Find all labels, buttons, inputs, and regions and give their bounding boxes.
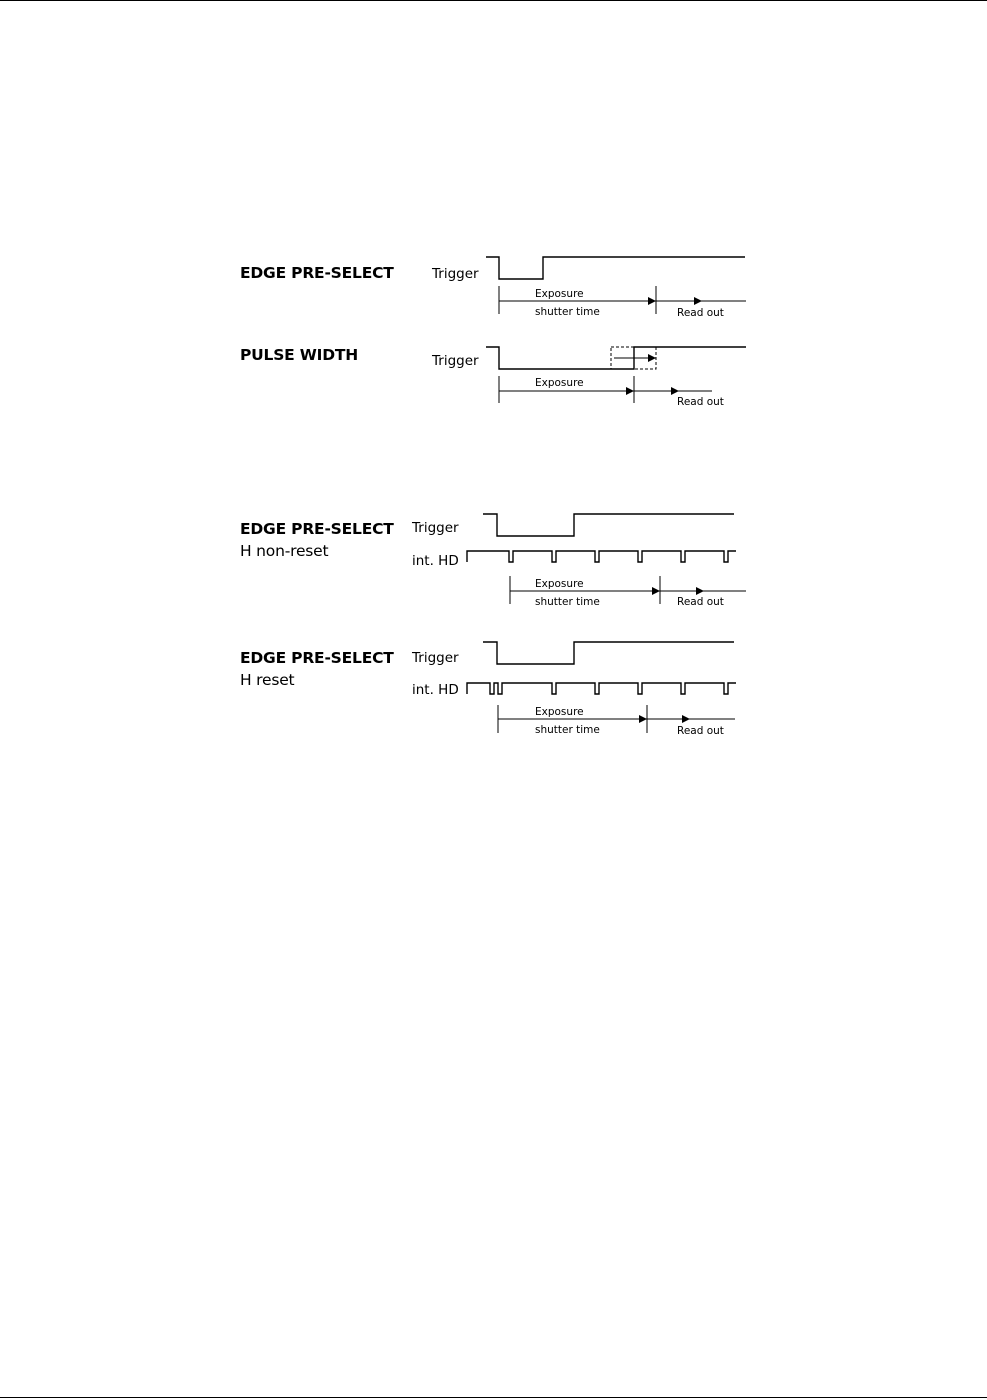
readout-label: Read out (677, 396, 724, 408)
trigger-label: Trigger (412, 650, 459, 666)
diagram-4-timing (467, 642, 736, 733)
mode-title: PULSE WIDTH (240, 346, 359, 364)
trigger-waveform (486, 257, 745, 279)
mode-subtitle: H non-reset (240, 542, 329, 560)
diagram-2-timing (486, 347, 746, 403)
shutter-time-label: shutter time (535, 306, 600, 318)
trigger-waveform (483, 642, 734, 664)
mode-title: EDGE PRE-SELECT (240, 264, 394, 282)
readout-label: Read out (677, 596, 724, 608)
mode-title: EDGE PRE-SELECT (240, 649, 394, 667)
int-hd-waveform (467, 683, 736, 694)
int-hd-label: int. HD (412, 682, 459, 698)
readout-label: Read out (677, 725, 724, 737)
exposure-label: Exposure (535, 377, 584, 389)
shutter-time-label: shutter time (535, 596, 600, 608)
mode-subtitle: H reset (240, 671, 295, 689)
trigger-label: Trigger (412, 520, 459, 536)
exposure-label: Exposure (535, 578, 584, 590)
readout-label: Read out (677, 307, 724, 319)
int-hd-waveform (467, 551, 736, 562)
diagram-3-timing (467, 514, 746, 604)
exposure-label: Exposure (535, 288, 584, 300)
trigger-label: Trigger (432, 266, 479, 282)
exposure-label: Exposure (535, 706, 584, 718)
trigger-waveform (483, 514, 734, 536)
diagram-1-timing (486, 257, 746, 314)
int-hd-label: int. HD (412, 553, 459, 569)
mode-title: EDGE PRE-SELECT (240, 520, 394, 538)
shutter-time-label: shutter time (535, 724, 600, 736)
trigger-label: Trigger (432, 353, 479, 369)
